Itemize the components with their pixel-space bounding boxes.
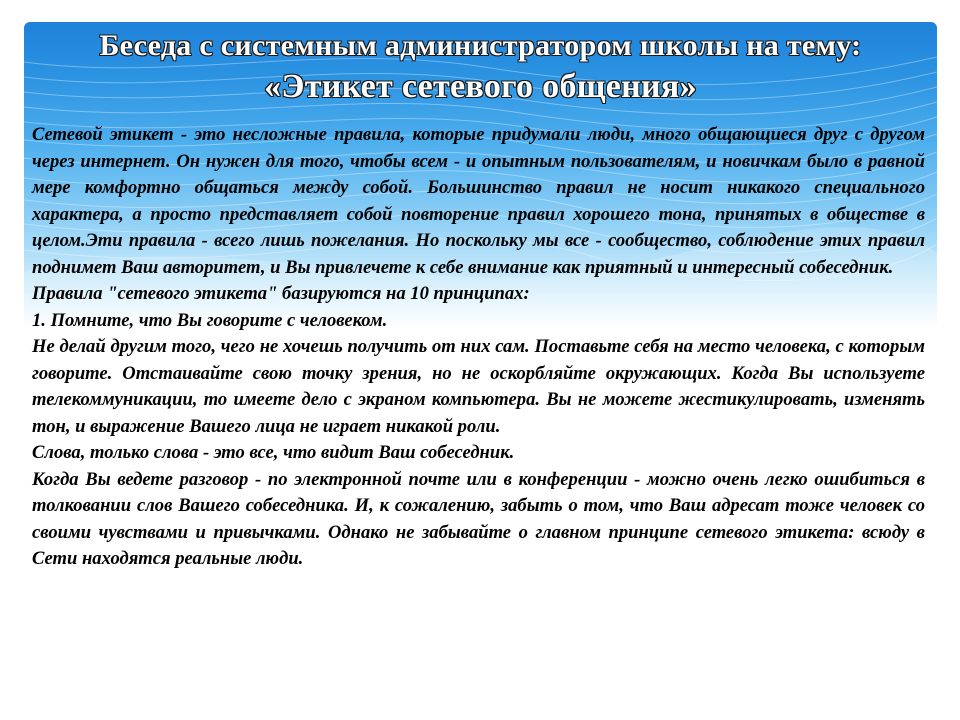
title-line-1: Беседа с системным администратором школы на тему: <box>99 29 862 62</box>
slide-title <box>24 26 937 108</box>
paragraph-principles-heading: Правила "сетевого этикета" базируются на 10 принципах: <box>32 283 530 304</box>
paragraph-principle-1-text: Не делай другим того, чего не хочешь получить от них сам. Поставьте себя на место человека, с которым говорите. Отстаивайте свою точку зрения, но не оскорбляйте окружающих. Когда Вы используете телекоммуникации, то имеете дело с экраном компьютера. Вы не можете жестикулировать, изменять тон, и выражение Вашего лица не играет никакой роли. <box>32 336 925 437</box>
paragraph-email: Когда Вы ведете разговор - по электронной почте или в конференции - можно очень легко ошибиться в толковании слов Вашего собеседника. И, к сожалению, забыть о том, что Ваш адресат тоже человек со своими чувствами и привычками. Однако не забывайте о главном принципе сетевого этикета: всюду в Сети находятся реальные люди. <box>32 468 925 569</box>
title-line-2: «Этикет сетевого общения» <box>264 68 697 105</box>
paragraph-words: Слова, только слова - это все, что видит Ваш собеседник. <box>32 442 515 463</box>
body-text <box>32 122 925 573</box>
paragraph-principle-1: 1. Помните, что Вы говорите с человеком. <box>32 309 388 331</box>
paragraph-intro: Сетевой этикет - это несложные правила, которые придумали люди, много общающиеся друг с другом через интернет. Он нужен для того, чтобы всем - и опытным пользователям, и новичкам было в равной мере комфортно общаться между собой. Большинство правил не носит никакого специального характера, а просто представляет собой повторение правил хорошего тона, принятых в обществе в целом.Эти правила - всего лишь пожелания. Но поскольку мы все - сообщество, соблюдение этих правил поднимет Ваш авторитет, и Вы привлечете к себе внимание как приятный и интересный собеседник. <box>32 124 925 278</box>
